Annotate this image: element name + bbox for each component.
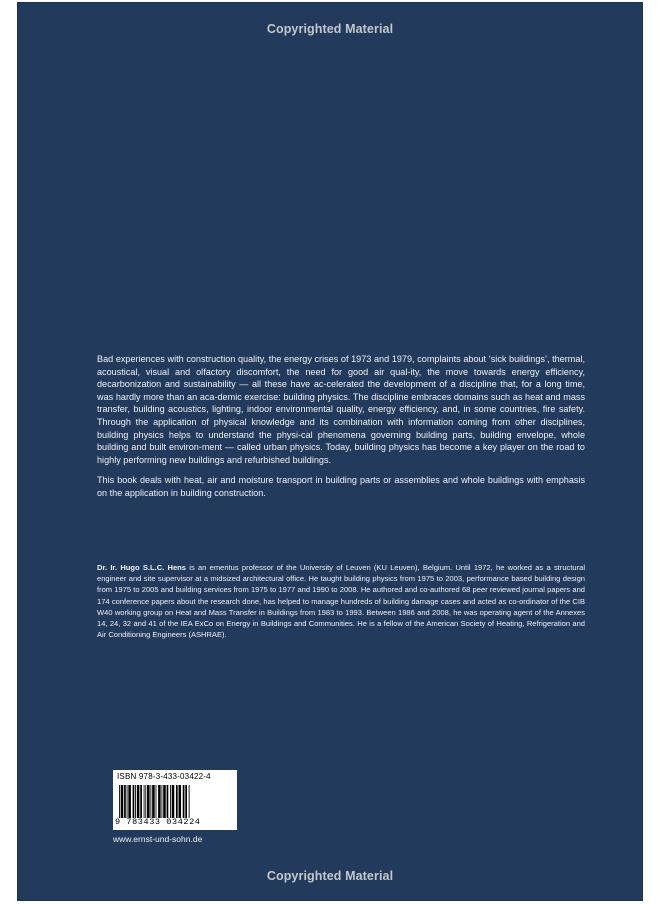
barcode-digits: 9 783433 034224 xyxy=(115,817,201,827)
barcode-bar xyxy=(163,785,166,818)
barcode-bar xyxy=(140,785,142,818)
barcode-bar xyxy=(124,785,126,818)
barcode-bar xyxy=(147,785,150,818)
barcode-bar xyxy=(179,785,182,818)
barcode-bar xyxy=(158,785,161,818)
copyright-watermark-top: Copyrighted Material xyxy=(266,22,394,36)
isbn-label: ISBN 978-3-433-03422-4 xyxy=(117,772,211,781)
isbn-barcode-block xyxy=(113,770,237,830)
barcode-image xyxy=(117,785,233,818)
book-description xyxy=(97,353,585,500)
barcode-bar xyxy=(121,785,124,818)
barcode-bar xyxy=(183,785,185,818)
barcode-bar xyxy=(172,785,175,818)
barcode-bar xyxy=(162,785,163,818)
barcode-bar xyxy=(156,785,157,818)
copyright-watermark-bottom: Copyrighted Material xyxy=(266,869,394,883)
barcode-bar xyxy=(152,785,155,818)
barcode-bar xyxy=(127,785,128,818)
barcode-bar xyxy=(150,785,151,818)
barcode-bar xyxy=(137,785,140,818)
publisher-website: www.ernst-und-sohn.de xyxy=(113,834,203,844)
author-bio-text: is an emeritus professor of the University of Leuven (KU Leuven), Belgium. Until 1972, he worked as a structural engineer and site supervisor at a midsized architectural office. He taught building physics from 1975 to 2003, performance based building design from 1975 to 2005 and building services from 1975 to 1977 and 1990 to 2008. He authored and co-authored 68 peer reviewed journal papers and 174 conference papers about the research done, has helped to manage hundreds of building damage cases and acted as co-ordinator of the CIB W40 working group on Heat and Mass Transfer in Buildings from 1983 to 1993. Between 1986 and 2008, he was operating agent of the Annexes 14, 24, 32 and 41 of the IEA ExCo on Energy in Buildings and Communities. He is a fellow of the American Society of Heating, Refrigeration and Air Conditioning Engineers (ASHRAE). xyxy=(97,563,586,640)
barcode-bar xyxy=(189,785,190,818)
description-paragraph-1: Bad experiences with construction quality, the energy crises of 1973 and 1979, complaints about ‘sick buildings’, thermal, acoustical, visual and olfactory discomfort, the need for good air qual-ity, the move towards energy efficiency, decarbonization and sustainability — all these have ac-celerated the development of a discipline that, for a long time, was hardly more than an aca-demic exercise: building physics. The discipline embraces domains such as heat and mass transfer, building acoustics, lighting, indoor environmental quality, energy efficiency, and, in some countries, fire safety. Through the application of physical knowledge and its combination with information coming from other disciplines, building physics helps to understand the physi-cal phenomena governing building parts, building envelope, whole building and built environ-ment — called urban physics. Today, building physics has become a key player on the road to highly performing new buildings and refurbished buildings. xyxy=(97,354,585,465)
barcode-bar xyxy=(128,785,131,818)
barcode-bar xyxy=(167,785,169,818)
barcode-bar xyxy=(119,785,120,818)
barcode-bar xyxy=(176,785,178,818)
book-back-cover xyxy=(17,2,643,901)
barcode-bar xyxy=(185,785,187,818)
description-paragraph-2: This book deals with heat, air and moisture transport in building parts or assemblies and whole buildings with emphasis on the application in building construction. xyxy=(97,475,585,498)
barcode-bar xyxy=(133,785,135,818)
barcode-bar xyxy=(135,785,136,818)
author-name: Dr. Ir. Hugo S.L.C. Hens xyxy=(97,563,186,572)
author-biography xyxy=(97,562,585,640)
barcode-bar xyxy=(170,785,171,818)
barcode-bar xyxy=(144,785,145,818)
barcode-bar xyxy=(145,785,146,818)
